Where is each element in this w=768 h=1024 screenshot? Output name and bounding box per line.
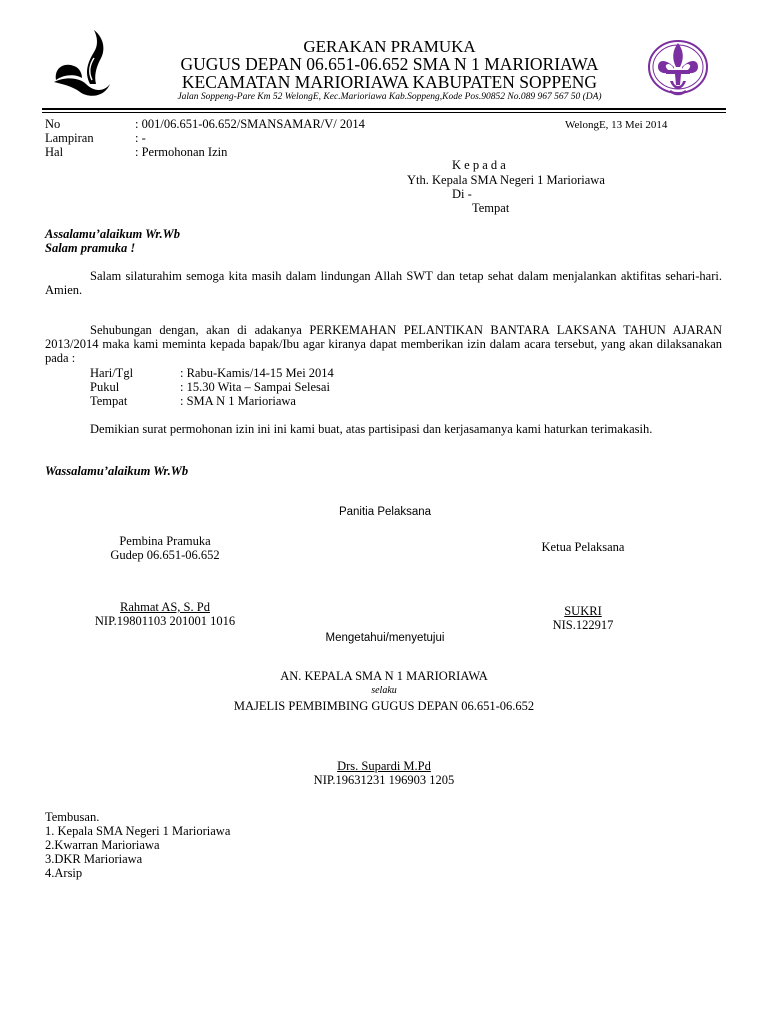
tembusan-item: 4.Arsip [45, 866, 83, 880]
closing-salam: Wassalamu’alaikum Wr.Wb [45, 464, 189, 478]
head-title: AN. KEPALA SMA N 1 MARIORIAWA [280, 669, 488, 683]
recipient-line1: Yth. Kepala SMA Negeri 1 Marioriawa [407, 173, 605, 187]
sig-left-name [65, 600, 265, 615]
head-role: MAJELIS PEMBIMBING GUGUS DEPAN 06.651-06.652 [233, 699, 535, 713]
meta-hal-value: : Permohonan Izin [135, 145, 228, 159]
sig-right-title: Ketua Pelaksana [541, 540, 625, 554]
tembusan-item: 3.DKR Marioriawa [45, 852, 143, 866]
sig-right-id: NIS.122917 [552, 618, 614, 632]
committee-title: Panitia Pelaksana [338, 506, 432, 518]
detail-value-time: : 15.30 Wita – Sampai Selesai [180, 380, 330, 394]
header-unit: GUGUS DEPAN 06.651-06.652 SMA N 1 MARIORIAWA [180, 54, 599, 74]
body-paragraph-1: Salam silaturahim semoga kita masih dalam lindungan Allah SWT dan tetap sehat dalam menjalankan aktifitas sehari-hari. Amien. [45, 269, 722, 297]
meta-lampiran-value: : - [135, 131, 146, 145]
tunas-kelapa-logo-icon [50, 28, 112, 98]
sig-right-name-text: SUKRI [564, 604, 602, 618]
head-selaku: selaku [371, 685, 397, 696]
detail-label-day: Hari/Tgl [90, 366, 134, 380]
header-org: GERAKAN PRAMUKA [303, 37, 476, 56]
recipient-kepada: K e p a d a [452, 158, 506, 172]
header-address: Jalan Soppeng-Pare Km 52 WelongE, Kec.Marioriawa Kab.Soppeng,Kode Pos.90852 No.089 967 567 50 (DA) [177, 92, 602, 102]
meta-no-label: No [45, 117, 61, 131]
head-id: NIP.19631231 196903 1205 [313, 773, 455, 787]
letter-date: WelongE, 13 Mei 2014 [565, 119, 668, 131]
header-district: KECAMATAN MARIORIAWA KABUPATEN SOPPENG [181, 72, 598, 92]
body-paragraph-3: Demikian surat permohonan izin ini ini kami buat, atas partisipasi dan kerjasamanya kami haturkan terimakasih. [90, 422, 653, 436]
detail-value-day: : Rabu-Kamis/14-15 Mei 2014 [180, 366, 334, 380]
recipient-line3: Tempat [472, 201, 510, 215]
detail-label-place: Tempat [90, 394, 128, 408]
tembusan-item: 1. Kepala SMA Negeri 1 Marioriawa [45, 824, 231, 838]
header-rule-thin [42, 112, 726, 113]
tembusan-title: Tembusan. [45, 810, 100, 824]
greeting-pramuka: Salam pramuka ! [45, 241, 136, 255]
head-name [184, 759, 584, 774]
sig-right-name [483, 604, 683, 619]
approval-label: Mengetahui/menyetujui [325, 632, 445, 644]
head-name-text: Drs. Supardi M.Pd [337, 759, 431, 773]
detail-label-time: Pukul [90, 380, 120, 394]
tembusan-item: 2.Kwarran Marioriawa [45, 838, 160, 852]
greeting-salam: Assalamu’alaikum Wr.Wb [45, 227, 180, 241]
sig-left-id: NIP.19801103 201001 1016 [94, 614, 236, 628]
header-rule-thick [42, 108, 726, 110]
sig-left-name-text: Rahmat AS, S. Pd [120, 600, 210, 614]
meta-no-value: : 001/06.651-06.652/SMANSAMAR/V/ 2014 [135, 117, 365, 131]
body-paragraph-2: Sehubungan dengan, akan di adakanya PERKEMAHAN PELANTIKAN BANTARA LAKSANA TAHUN AJARAN 2013/2014 maka kami meminta kepada bapak/Ibu agar kiranya dapat memberikan izin dalam acara tersebut, yang akan dilaksanakan pada : [45, 323, 722, 365]
recipient-line2: Di - [452, 187, 472, 201]
sig-left-title2: Gudep 06.651-06.652 [110, 548, 220, 562]
meta-hal-label: Hal [45, 145, 64, 159]
detail-value-place: : SMA N 1 Marioriawa [180, 394, 296, 408]
meta-lampiran-label: Lampiran [45, 131, 94, 145]
sig-left-title1: Pembina Pramuka [119, 534, 211, 548]
